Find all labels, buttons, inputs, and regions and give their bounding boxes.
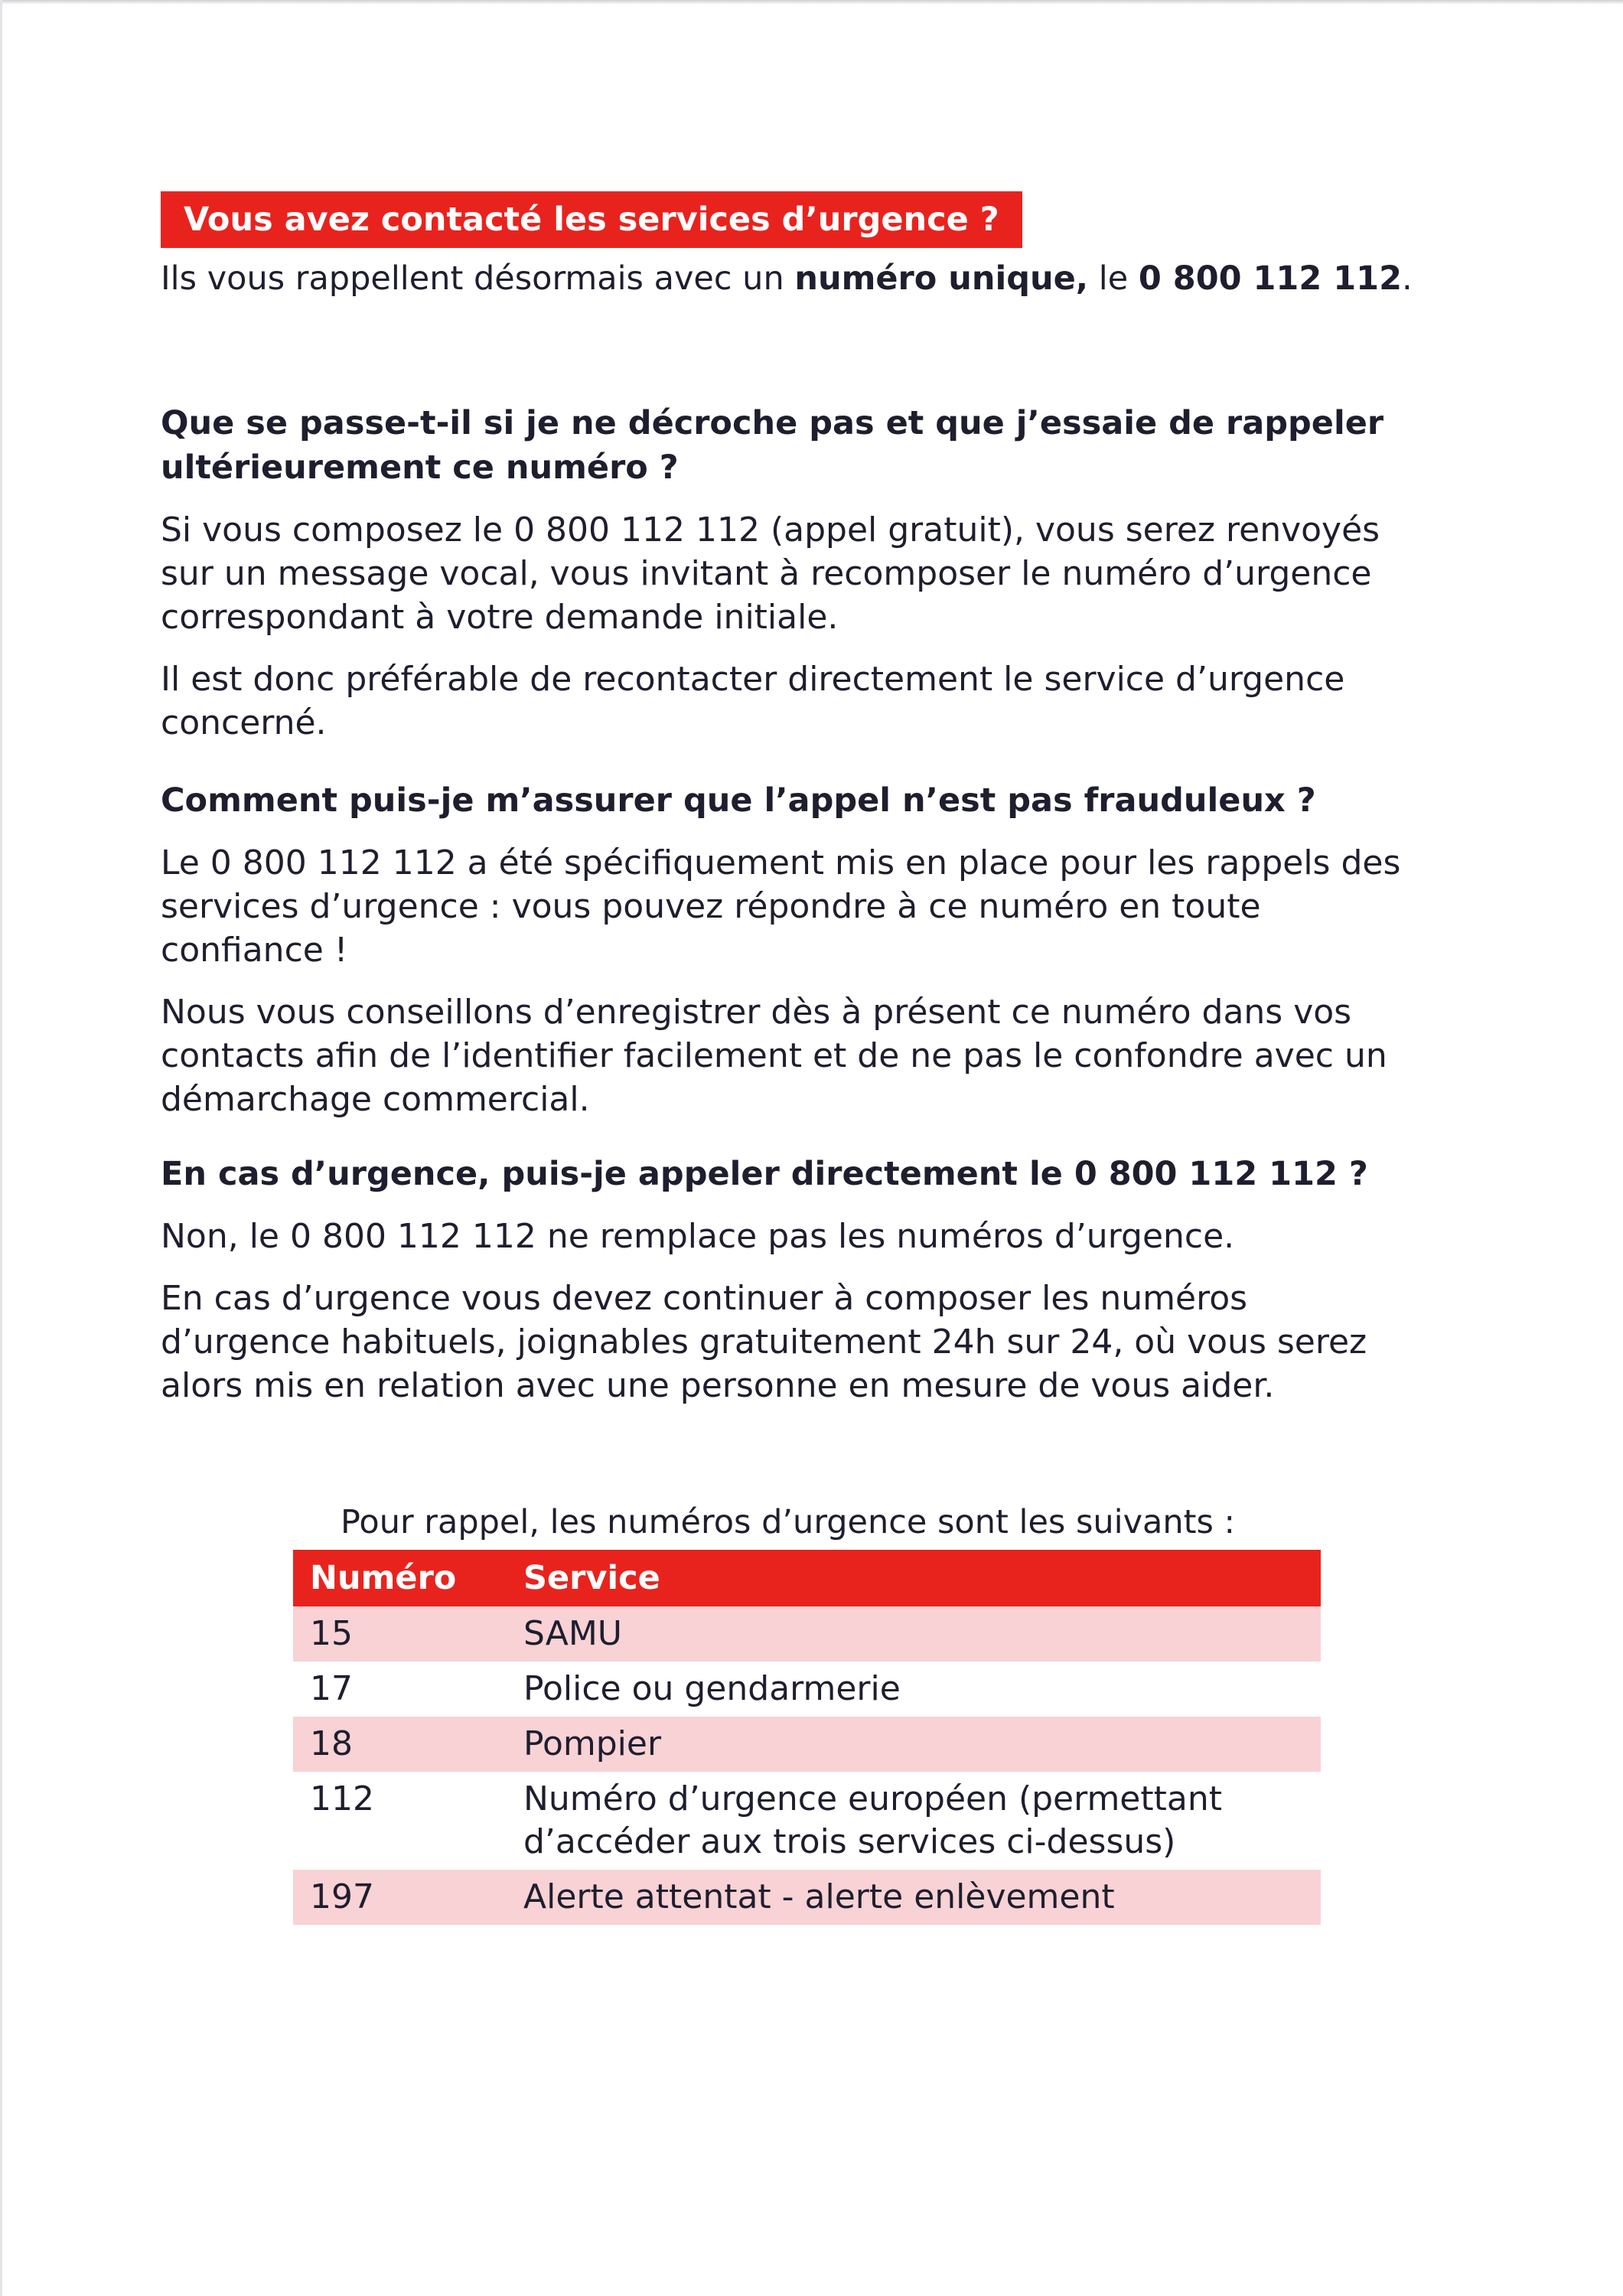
table-caption: Pour rappel, les numéros d’urgence sont les suivants :: [341, 1503, 1236, 1541]
faq-question: Comment puis-je m’assurer que l’appel n’est pas frauduleux ?: [161, 781, 1316, 820]
faq-paragraph: Il est donc préférable de recontacter directement le service d’urgence concerné.: [161, 660, 1345, 742]
scan-edge-left: [0, 0, 2, 2296]
intro-before: Ils vous rappellent désormais avec un: [161, 259, 795, 298]
page-title: Vous avez contacté les services d’urgence ?: [161, 191, 1022, 248]
cell-service: Pompier: [507, 1717, 1321, 1772]
cell-numero: 17: [310, 1669, 353, 1708]
column-header-service: Service: [507, 1550, 1321, 1606]
table-row: [293, 1606, 1321, 1662]
intro-bold-unique: numéro unique,: [794, 259, 1089, 298]
table-row: [293, 1870, 1321, 1925]
scan-edge-top: [0, 0, 1623, 5]
cell-service: Alerte attentat - alerte enlèvement: [507, 1870, 1321, 1925]
faq-paragraph: Le 0 800 112 112 a été spécifiquement mis en place pour les rappels des services d’urgence : vous pouvez répondre à ce numéro en toute confiance !: [161, 843, 1401, 970]
intro-middle: le: [1088, 259, 1139, 298]
cell-service: Police ou gendarmerie: [523, 1669, 901, 1708]
intro-bold-number: 0 800 112 112: [1138, 259, 1402, 298]
faq-section-fraud: [161, 778, 1416, 1121]
cell-service: Numéro d’urgence européen (permettant d’accéder aux trois services ci-dessus): [523, 1779, 1222, 1861]
table-row: [293, 1717, 1321, 1772]
cell-numero: 15: [293, 1606, 507, 1662]
cell-numero: 197: [293, 1870, 507, 1925]
table-row: [293, 1662, 1321, 1717]
faq-paragraph: En cas d’urgence vous devez continuer à composer les numéros d’urgence habituels, joignables gratuitement 24h sur 24, où vous serez alors mis en relation avec une personne en mesure de vous aider.: [161, 1279, 1367, 1405]
table-row: [293, 1772, 1321, 1870]
intro-text: [161, 256, 1416, 302]
faq-paragraph: Si vous composez le 0 800 112 112 (appel gratuit), vous serez renvoyés sur un message vocal, vous invitant à recomposer le numéro d’urgence correspondant à votre demande initiale.: [161, 510, 1380, 637]
cell-numero: 18: [293, 1717, 507, 1772]
cell-numero: 112: [310, 1779, 374, 1818]
column-header-numero: Numéro: [293, 1550, 507, 1606]
faq-section-direct-call: [161, 1152, 1416, 1407]
emergency-numbers-table: [293, 1550, 1321, 1925]
faq-question: Que se passe-t-il si je ne décroche pas et que j’essaie de rappeler ultérieurement ce numéro ?: [161, 404, 1384, 487]
document-content: [161, 191, 1416, 1925]
faq-paragraph: Non, le 0 800 112 112 ne remplace pas les numéros d’urgence.: [161, 1217, 1235, 1256]
faq-paragraph: Nous vous conseillons d’enregistrer dès à présent ce numéro dans vos contacts afin de l’identifier facilement et de ne pas le confondre avec un démarchage commercial.: [161, 993, 1387, 1119]
faq-question: En cas d’urgence, puis-je appeler directement le 0 800 112 112 ?: [161, 1155, 1368, 1193]
cell-service: SAMU: [507, 1606, 1321, 1662]
table-header-row: [293, 1550, 1321, 1606]
faq-section-no-answer: [161, 401, 1416, 745]
intro-after: .: [1402, 259, 1413, 298]
